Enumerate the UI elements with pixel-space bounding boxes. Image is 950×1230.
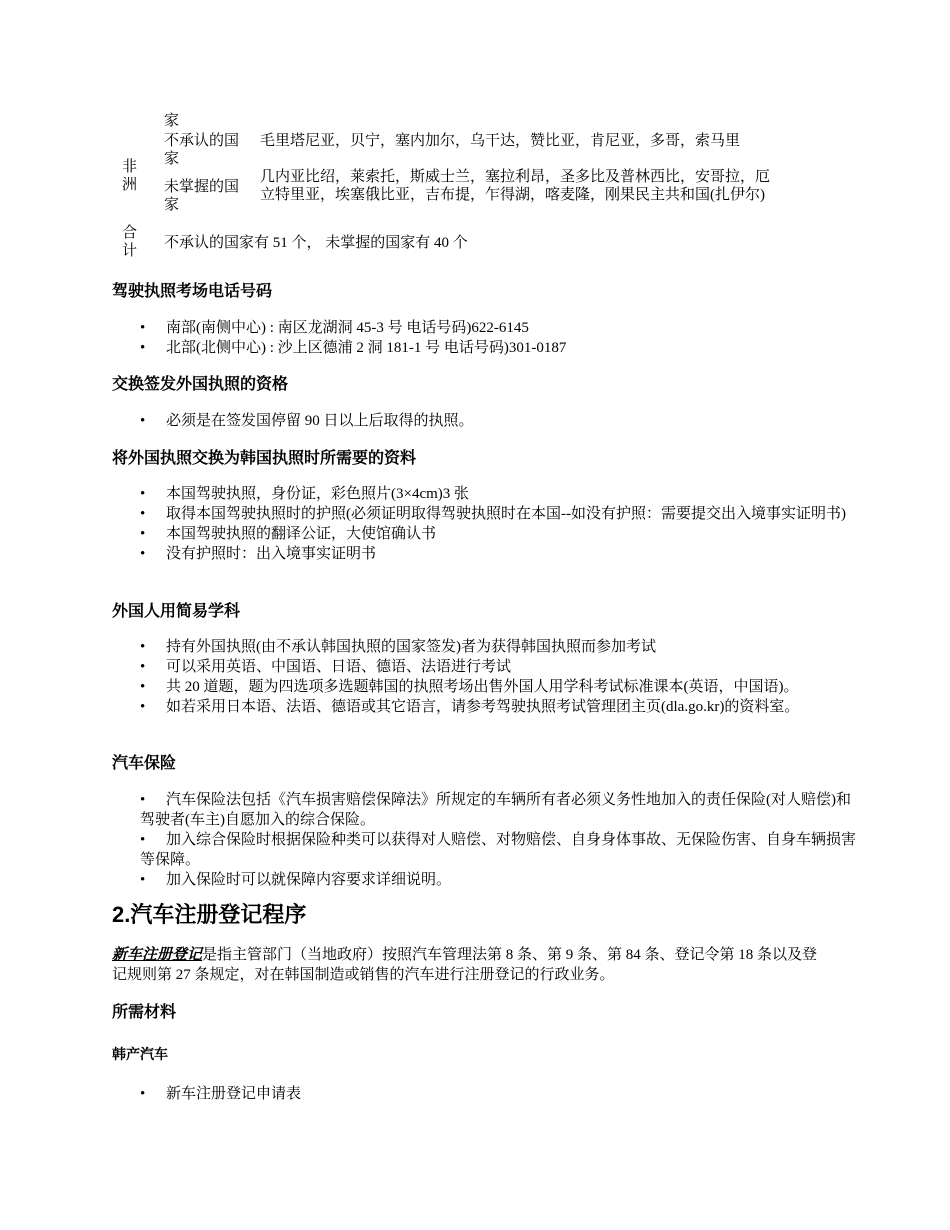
list-item: • 加入保险时可以就保障内容要求详细说明。 bbox=[140, 870, 860, 890]
list-item: • 持有外国执照(由不承认韩国执照的国家签发)者为获得韩国执照而参加考试 bbox=[140, 637, 860, 657]
continent-label: 非洲 bbox=[122, 159, 138, 193]
intro-text: 是指主管部门（当地政府）按照汽车管理法第 8 条、第 9 条、第 84 条、登记令第 18 条以及登记规则第 27 条规定，对在韩国制造或销售的汽车进行注册登记的行政业务。 bbox=[112, 947, 818, 983]
exam-list bbox=[140, 637, 860, 717]
list-item: • 新车注册登记申请表 bbox=[140, 1084, 860, 1104]
chapter-number: 2. bbox=[112, 902, 131, 927]
section-title-insurance: 汽车保险 bbox=[112, 755, 177, 772]
list-item: • 如若采用日本语、法语、德语或其它语言，请参考驾驶执照考试管理团主页(dla.go.kr)的资料室。 bbox=[140, 697, 860, 717]
list-item: • 本国驾驶执照的翻译公证，大使馆确认书 bbox=[140, 524, 860, 544]
qualification-list bbox=[140, 411, 860, 431]
section-title-phone: 驾驶执照考场电话号码 bbox=[112, 283, 273, 300]
total-label: 合计 bbox=[122, 225, 138, 259]
list-item: • 可以采用英语、中国语、日语、德语、法语进行考试 bbox=[140, 657, 860, 677]
list-item: • 共 20 道题，题为四选项多选题韩国的执照考场出售外国人用学科考试标准课本(英语，中国语)。 bbox=[140, 677, 860, 697]
intro-term: 新车注册登记 bbox=[112, 947, 203, 963]
row-label-unrecognized: 不承认的国家 bbox=[164, 133, 240, 167]
chapter-heading bbox=[112, 901, 306, 929]
row-label-cont: 家 bbox=[164, 113, 180, 129]
list-item: • 北部(北侧中心) : 沙上区德浦 2 洞 181-1 号 电话号码)301-0187 bbox=[140, 338, 860, 358]
list-item: • 南部(南侧中心) : 南区龙湖洞 45-3 号 电话号码)622-6145 bbox=[140, 318, 860, 338]
list-item: • 加入综合保险时根据保险种类可以获得对人赔偿、对物赔偿、自身身体事故、无保险伤害、自身车辆损害等保障。 bbox=[140, 830, 860, 870]
row-label-unknown: 未掌握的国家 bbox=[164, 179, 240, 213]
section-title-qualification: 交换签发外国执照的资格 bbox=[112, 376, 289, 393]
subsection-title-domestic: 韩产汽车 bbox=[112, 1046, 168, 1062]
list-item: • 必须是在签发国停留 90 日以上后取得的执照。 bbox=[140, 411, 860, 431]
total-text: 不承认的国家有 51 个， 未掌握的国家有 40 个 bbox=[164, 235, 468, 251]
section-title-exam: 外国人用简易学科 bbox=[112, 603, 241, 620]
row-text-unknown: 几内亚比绍，莱索托，斯威士兰，塞拉利昂，圣多比及普林西比，安哥拉，厄立特里亚，埃塞俄比亚，吉布提，乍得湖，喀麦隆，刚果民主共和国(扎伊尔) bbox=[260, 169, 771, 203]
insurance-list bbox=[140, 790, 860, 890]
documents-list bbox=[140, 484, 860, 564]
chapter-title: 汽车注册登记程序 bbox=[130, 902, 307, 927]
section-title-documents: 将外国执照交换为韩国执照时所需要的资料 bbox=[112, 450, 417, 467]
list-item: • 没有护照时：出入境事实证明书 bbox=[140, 544, 860, 564]
materials-list bbox=[140, 1084, 860, 1104]
phone-list bbox=[140, 318, 860, 358]
list-item: • 取得本国驾驶执照时的护照(必须证明取得驾驶执照时在本国--如没有护照：需要提交出入境事实证明书) bbox=[140, 504, 860, 524]
list-item: • 汽车保险法包括《汽车损害赔偿保障法》所规定的车辆所有者必须义务性地加入的责任保险(对人赔偿)和驾驶者(车主)自愿加入的综合保险。 bbox=[140, 790, 860, 830]
section-title-materials: 所需材料 bbox=[112, 1004, 177, 1021]
row-text-unrecognized: 毛里塔尼亚，贝宁，塞内加尔，乌干达，赞比亚，肯尼亚，多哥，索马里 bbox=[260, 133, 741, 149]
list-item: • 本国驾驶执照，身份证，彩色照片(3×4cm)3 张 bbox=[140, 484, 860, 504]
chapter-intro bbox=[112, 945, 832, 985]
